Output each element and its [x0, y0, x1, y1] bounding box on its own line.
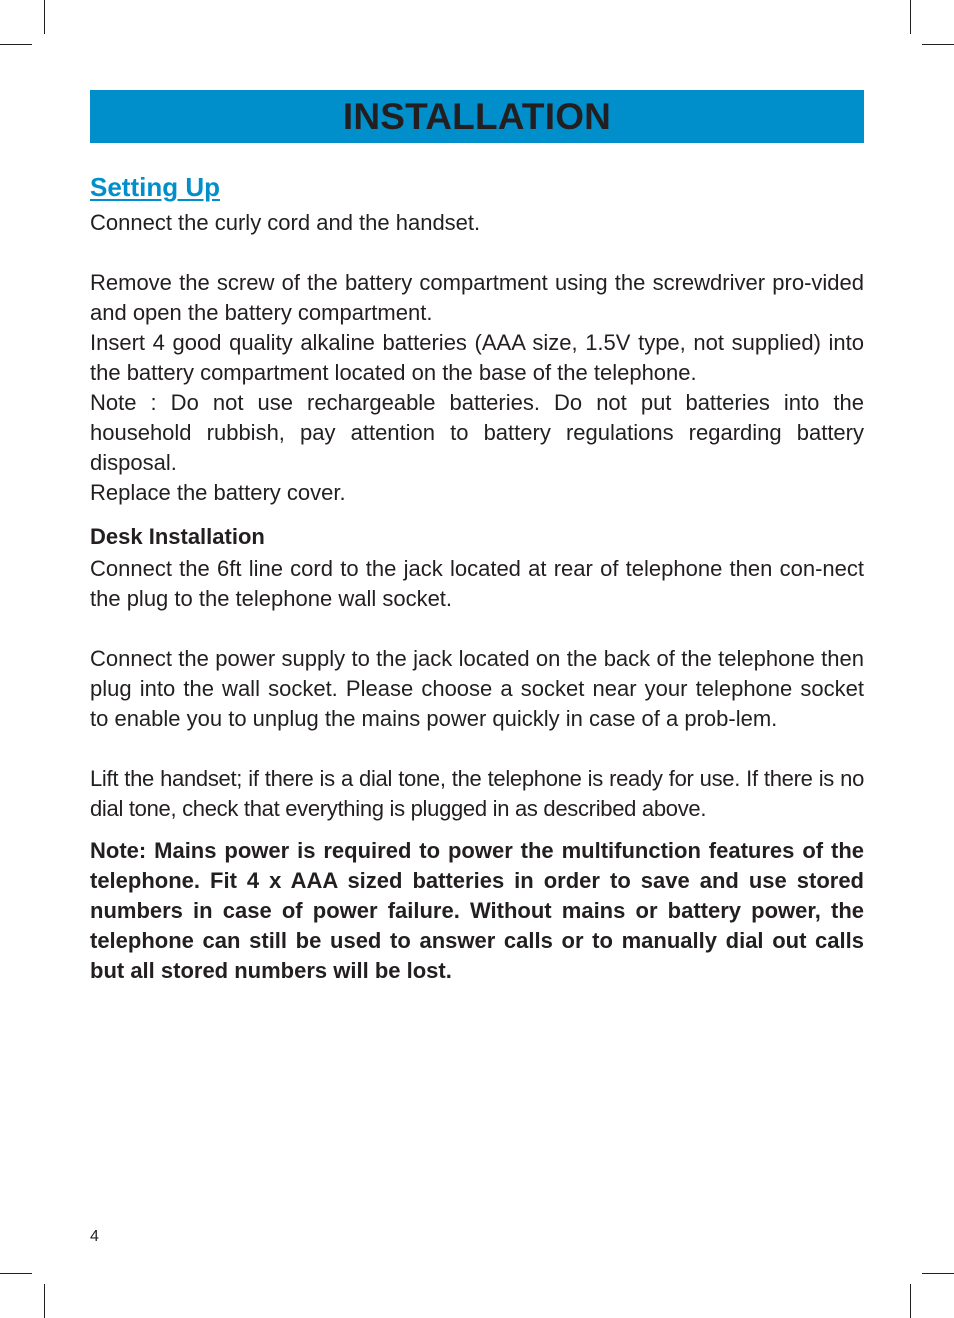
desk-installation-paragraph: Connect the power supply to the jack located on the back of the telephone then plug into the wall socket. Please choose a socket near your telephone socket to enable you to unplug the mains power quickly in case of a prob-lem.: [90, 646, 864, 731]
setting-up-heading: Setting Up: [90, 172, 220, 202]
spacer: [90, 734, 864, 764]
crop-mark: [922, 44, 954, 45]
crop-mark: [44, 0, 45, 34]
desk-installation-paragraph: Lift the handset; if there is a dial tone, the telephone is ready for use. If there is no dial tone, check that everything is plugged in as described above.: [90, 766, 864, 821]
spacer: [90, 238, 864, 268]
setting-up-paragraph: Insert 4 good quality alkaline batteries (AAA size, 1.5V type, not supplied) into the battery compartment located on the base of the telephone.: [90, 330, 864, 385]
setting-up-paragraph: Note : Do not use rechargeable batteries. Do not put batteries into the household rubbish, pay attention to battery regulations regarding battery disposal.: [90, 390, 864, 475]
crop-mark: [0, 1273, 32, 1274]
title-banner: [90, 90, 864, 143]
crop-mark: [910, 1284, 911, 1318]
setting-up-paragraph: Remove the screw of the battery compartment using the screwdriver pro-vided and open the battery compartment.: [90, 270, 864, 325]
setting-up-paragraph: Connect the curly cord and the handset.: [90, 210, 481, 235]
page-number: 4: [90, 1228, 99, 1245]
main-content: [90, 170, 864, 986]
crop-mark: [0, 44, 32, 45]
desk-installation-heading: Desk Installation: [90, 524, 265, 549]
setting-up-paragraph: Replace the battery cover.: [90, 480, 346, 505]
mains-power-note: Note: Mains power is required to power the multifunction features of the telephone. Fit 4 x AAA sized batteries in order to save and use stored numbers in case of power failure. Without mains or battery power, the telephone can still be used to answer calls or to manually dial out calls but all stored numbers will be lost.: [90, 838, 864, 983]
crop-mark: [922, 1273, 954, 1274]
spacer: [90, 614, 864, 644]
page-title: INSTALLATION: [342, 95, 612, 137]
crop-mark: [44, 1284, 45, 1318]
crop-mark: [910, 0, 911, 34]
desk-installation-paragraph: Connect the 6ft line cord to the jack located at rear of telephone then con-nect the plug to the telephone wall socket.: [90, 556, 864, 611]
